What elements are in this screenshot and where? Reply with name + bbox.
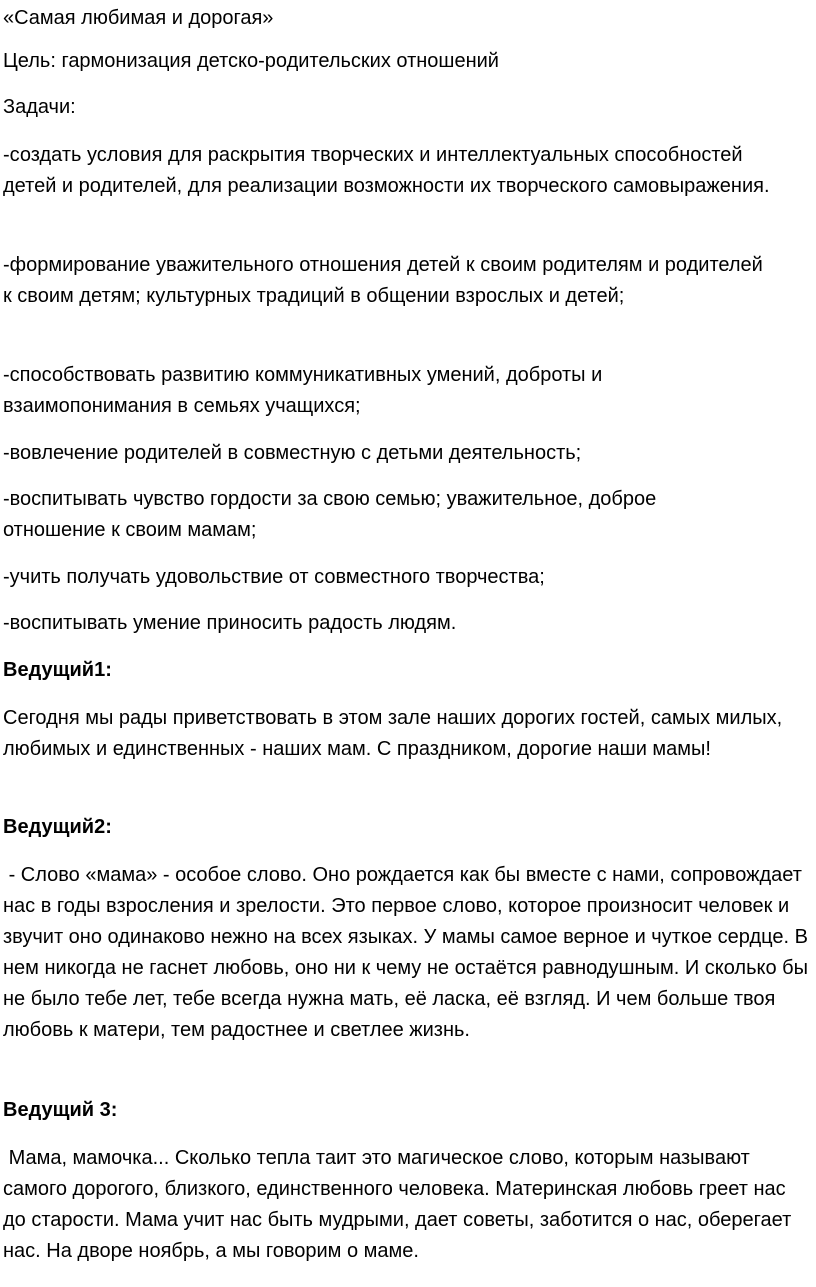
task-item: -вовлечение родителей в совместную с детьми деятельность; [3,442,582,464]
speaker2-text: - Слово «мама» - особое слово. Оно рождается как бы вместе с нами, сопровождает нас в годы взросления и зрелости. Это первое слово, которое произносит человек и звучит оно одинаково нежно на всех языках. У мамы самое верное и чуткое сердце. В нем никогда не гаснет любовь, оно ни к чему не остаётся равнодушным. И сколько бы не было тебе лет, тебе всегда нужна мать, её ласка, её взгляд. И чем больше твоя любовь к матери, тем радостнее и светлее жизнь. [3,864,814,1041]
speaker1-label: Ведущий1: [3,659,112,681]
speaker3-label: Ведущий 3: [3,1099,118,1121]
task-item: -учить получать удовольствие от совместного творчества; [3,566,545,588]
task-item: -способствовать развитию коммуникативных умений, доброты и взаимопонимания в семьях учащихся; [3,364,608,417]
task-item: -формирование уважительного отношения детей к своим родителям и родителей к своим детям; культурных традиций в общении взрослых и детей; [3,254,769,307]
speaker2-label: Ведущий2: [3,816,112,838]
task-item: -воспитывать умение приносить радость людям. [3,612,457,634]
goal-line: Цель: гармонизация детско-родительских отношений [3,50,499,72]
speaker1-text: Сегодня мы рады приветствовать в этом зале наших дорогих гостей, самых милых, любимых и единственных - наших мам. С праздником, дорогие наши мамы! [3,707,788,760]
task-item: -воспитывать чувство гордости за свою семью; уважительное, доброе отношение к своим мамам; [3,488,662,541]
tasks-heading: Задачи: [3,96,76,118]
speaker3-text: Мама, мамочка... Сколько тепла таит это магическое слово, которым называют самого дорогого, близкого, единственного человека. Материнская любовь греет нас до старости. Мама учит нас быть мудрыми, дает советы, заботится о нас, оберегает нас. На дворе ноябрь, а мы говорим о маме. [3,1147,797,1262]
task-item: -создать условия для раскрытия творческих и интеллектуальных способностей детей и родителей, для реализации возможности их творческого самовыражения. [3,144,770,197]
document-title: «Самая любимая и дорогая» [3,7,274,29]
